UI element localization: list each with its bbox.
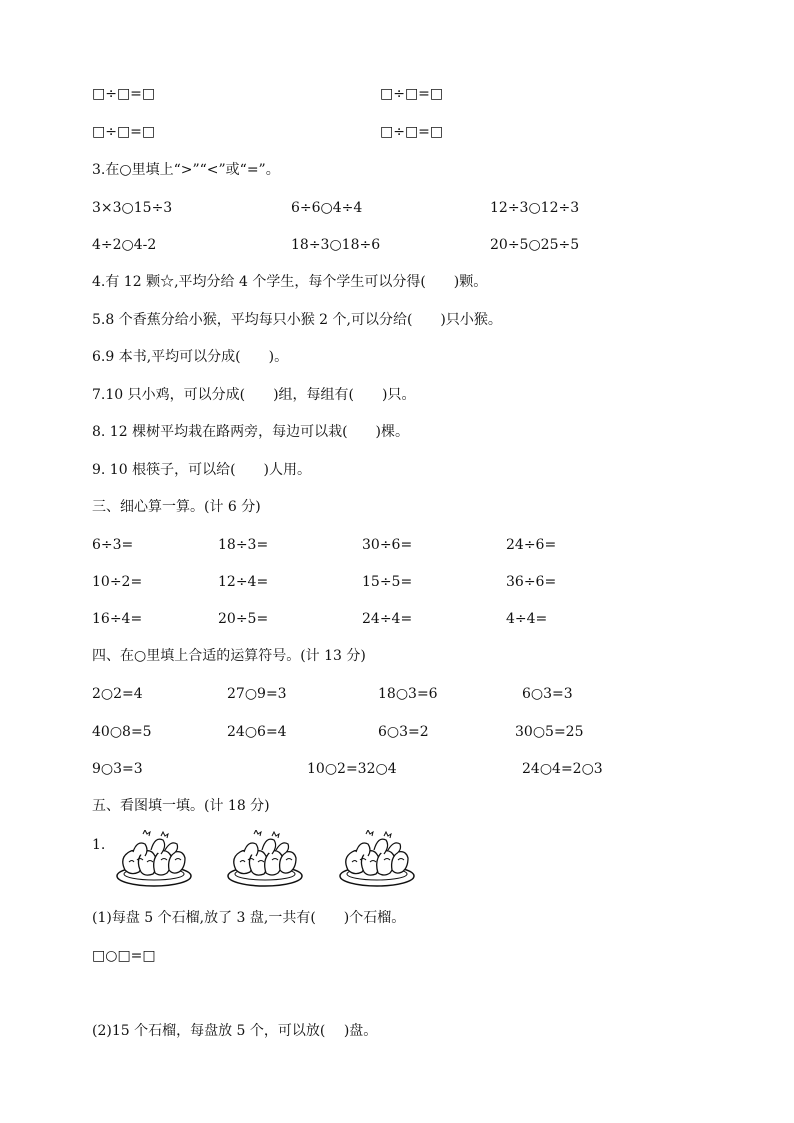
question-9: 9. 10 根筷子，可以给( )人用。 [92, 462, 311, 478]
calc-item: 6÷3= [92, 537, 134, 553]
question-5: 5.8 个香蕉分给小猴，平均每只小猴 2 个,可以分给( )只小猴。 [92, 312, 502, 328]
operator-item: 2○2=4 [92, 686, 143, 702]
question-8: 8. 12 棵树平均栽在路两旁，每边可以栽( )棵。 [92, 424, 409, 440]
equation-template: □○□=□ [92, 948, 156, 964]
compare-item: 12÷3○12÷3 [490, 200, 580, 216]
question-6: 6.9 本书,平均可以分成( )。 [92, 349, 289, 365]
operator-item: 10○2=32○4 [307, 761, 397, 777]
calc-item: 4÷4= [506, 611, 548, 627]
operator-item: 9○3=3 [92, 761, 143, 777]
calc-item: 20÷5= [218, 611, 269, 627]
calc-item: 30÷6= [362, 537, 413, 553]
calc-item: 24÷4= [362, 611, 413, 627]
sub-question-2: (2)15 个石榴，每盘放 5 个，可以放( )盘。 [92, 1023, 378, 1039]
operator-item: 30○5=25 [515, 724, 584, 740]
calc-item: 15÷5= [362, 574, 413, 590]
calc-item: 36÷6= [506, 574, 557, 590]
question-3-title: 3.在○里填上“>”“<”或“=”。 [92, 162, 280, 178]
blank-equation: □÷□=□ [380, 86, 444, 102]
compare-item: 20÷5○25÷5 [490, 237, 580, 253]
operator-item: 40○8=5 [92, 724, 152, 740]
compare-item: 18÷3○18÷6 [291, 237, 381, 253]
compare-item: 3×3○15÷3 [92, 200, 173, 216]
calc-item: 10÷2= [92, 574, 143, 590]
operator-item: 24○4=2○3 [522, 761, 603, 777]
blank-equation: □÷□=□ [92, 124, 156, 140]
operator-item: 24○6=4 [227, 724, 287, 740]
operator-item: 27○9=3 [227, 686, 287, 702]
operator-item: 6○3=2 [378, 724, 429, 740]
calc-item: 12÷4= [218, 574, 269, 590]
item-number: 1. [92, 837, 106, 853]
calc-item: 16÷4= [92, 611, 143, 627]
section-4-title: 四、在○里填上合适的运算符号。(计 13 分) [92, 648, 366, 664]
plate-of-pomegranates-icon [115, 830, 195, 890]
section-5-title: 五、看图填一填。(计 18 分) [92, 798, 270, 814]
question-7: 7.10 只小鸡，可以分成( )组，每组有( )只。 [92, 387, 416, 403]
compare-item: 6÷6○4÷4 [291, 200, 363, 216]
section-3-title: 三、细心算一算。(计 6 分) [92, 499, 261, 515]
operator-item: 6○3=3 [522, 686, 573, 702]
calc-item: 24÷6= [506, 537, 557, 553]
question-4: 4.有 12 颗☆,平均分给 4 个学生，每个学生可以分得( )颗。 [92, 274, 488, 290]
compare-item: 4÷2○4-2 [92, 237, 157, 253]
blank-equation: □÷□=□ [92, 86, 156, 102]
sub-question-1: (1)每盘 5 个石榴,放了 3 盘,一共有( )个石榴。 [92, 910, 406, 926]
calc-item: 18÷3= [218, 537, 269, 553]
plate-of-pomegranates-icon [226, 830, 306, 890]
operator-item: 18○3=6 [378, 686, 438, 702]
blank-equation: □÷□=□ [380, 124, 444, 140]
plate-of-pomegranates-icon [338, 830, 418, 890]
